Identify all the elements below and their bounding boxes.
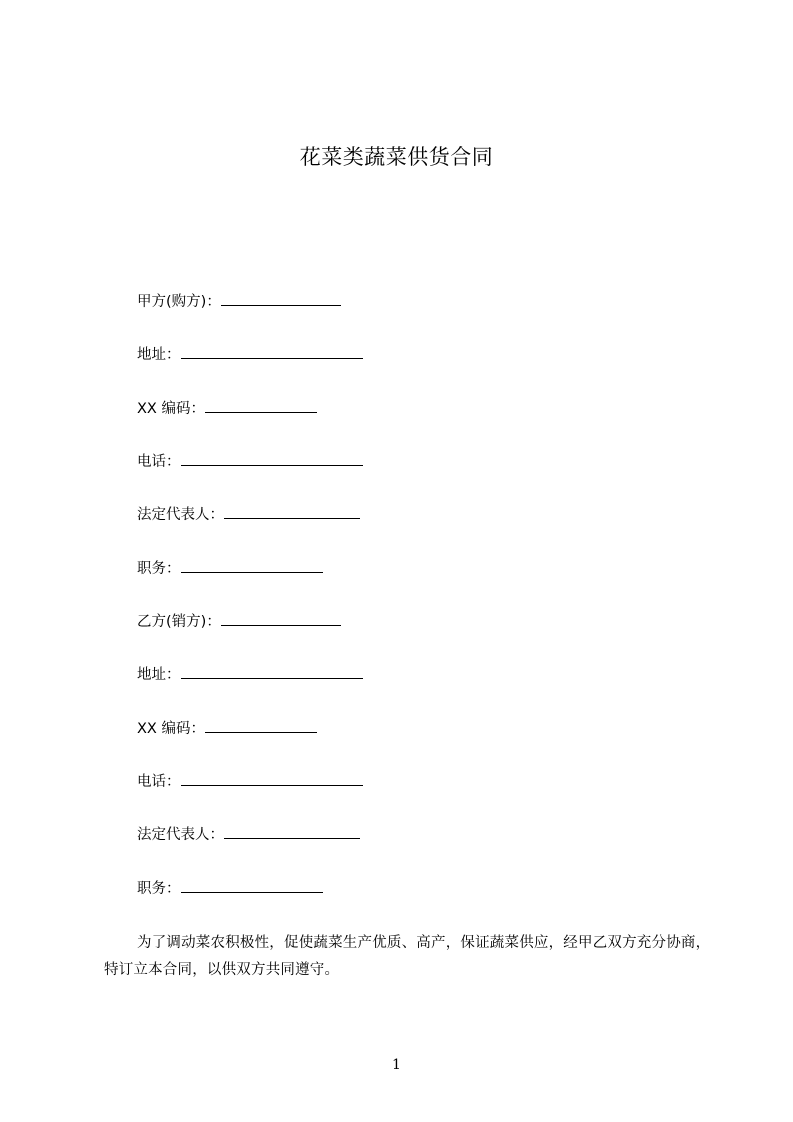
party-a-address-blank[interactable] xyxy=(181,344,363,359)
party-b-position-label: 职务： xyxy=(137,881,181,897)
party-a-heading-field xyxy=(137,291,341,312)
party-a-position-field xyxy=(137,558,323,579)
party-b-name-blank[interactable] xyxy=(221,611,341,626)
party-b-position-blank[interactable] xyxy=(181,878,323,893)
party-b-phone-blank[interactable] xyxy=(181,771,363,786)
party-b-code-blank[interactable] xyxy=(205,718,317,733)
party-b-address-field xyxy=(137,664,363,685)
party-a-legal-rep-blank[interactable] xyxy=(224,504,360,519)
party-a-legal-rep-field xyxy=(137,504,360,525)
party-b-position-field xyxy=(137,878,323,899)
party-a-legal-rep-label: 法定代表人： xyxy=(137,507,224,523)
party-b-address-label: 地址： xyxy=(137,667,181,683)
party-a-heading-label: 甲方(购方)： xyxy=(137,294,221,310)
party-a-phone-label: 电话： xyxy=(137,454,181,470)
party-b-legal-rep-label: 法定代表人： xyxy=(137,827,224,843)
party-b-address-blank[interactable] xyxy=(181,664,363,679)
document-title: 花菜类蔬菜供货合同 xyxy=(299,145,494,169)
preamble-paragraph: 为了调动菜农积极性，促使蔬菜生产优质、高产，保证蔬菜供应，经甲乙双方充分协商，特订立本合同，以供双方共同遵守。 xyxy=(104,935,711,978)
party-b-code-label: XX 编码： xyxy=(137,721,205,737)
party-b-heading-field xyxy=(137,611,341,632)
page-number: 1 xyxy=(392,1057,401,1073)
party-a-code-label: XX 编码： xyxy=(137,401,205,417)
party-a-phone-blank[interactable] xyxy=(181,451,363,466)
party-b-phone-field xyxy=(137,771,363,792)
party-a-name-blank[interactable] xyxy=(221,291,341,306)
party-b-legal-rep-field xyxy=(137,824,360,845)
party-b-heading-label: 乙方(销方)： xyxy=(137,614,221,630)
party-b-phone-label: 电话： xyxy=(137,774,181,790)
party-a-phone-field xyxy=(137,451,363,472)
party-a-position-label: 职务： xyxy=(137,561,181,577)
party-b-code-field xyxy=(137,718,317,739)
party-b-legal-rep-blank[interactable] xyxy=(224,824,360,839)
party-a-code-field xyxy=(137,398,317,419)
party-a-code-blank[interactable] xyxy=(205,398,317,413)
party-a-position-blank[interactable] xyxy=(181,558,323,573)
party-a-address-label: 地址： xyxy=(137,347,181,363)
party-a-address-field xyxy=(137,344,363,365)
